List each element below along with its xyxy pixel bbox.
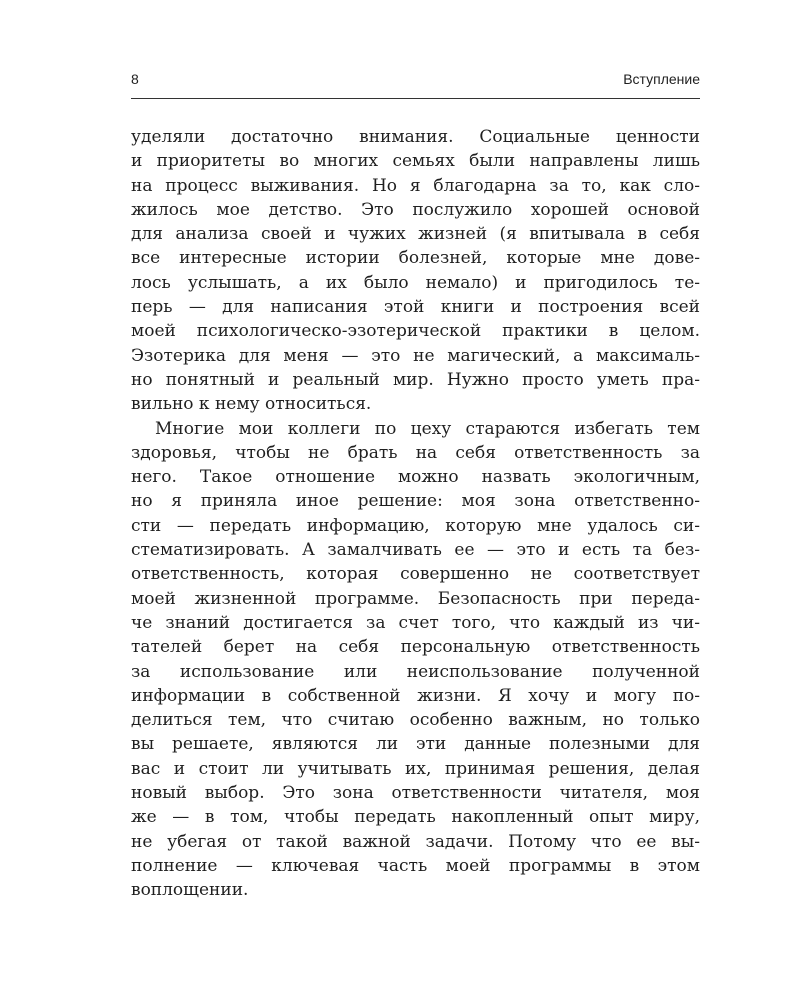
header-divider: [131, 98, 700, 99]
text-line: информации в собственной жизни. Я хочу и могу по-: [131, 685, 700, 706]
text-line: но я приняла иное решение: моя зона ответственно-: [131, 491, 700, 512]
text-line: все интересные истории болезней, которые мне дове-: [131, 248, 700, 269]
text-line: но понятный и реальный мир. Нужно просто уметь пра-: [131, 369, 700, 390]
paragraph-2: [131, 417, 700, 903]
text-line: него. Такое отношение можно назвать экологичным,: [131, 467, 700, 488]
text-line: на процесс выживания. Но я благодарна за то, как сло-: [131, 175, 700, 196]
text-line: моей жизненной программе. Безопасность при переда-: [131, 588, 700, 609]
text-line: Многие мои коллеги по цеху стараются избегать тем: [155, 418, 700, 439]
text-line: здоровья, чтобы не брать на себя ответственность за: [131, 442, 700, 463]
text-line: ответственность, которая совершенно не соответствует: [131, 564, 700, 585]
text-line: воплощении.: [131, 880, 249, 901]
text-line: вы решаете, являются ли эти данные полезными для: [131, 734, 700, 755]
running-header: [131, 70, 700, 88]
text-line: для анализа своей и чужих жизней (я впитывала в себя: [131, 224, 700, 245]
text-line: вильно к нему относиться.: [131, 394, 372, 415]
text-line: стематизировать. А замалчивать ее — это и есть та без-: [131, 540, 700, 561]
body-text: [131, 125, 700, 903]
text-line: че знаний достигается за счет того, что каждый из чи-: [131, 612, 700, 633]
text-line: жилось мое детство. Это послужило хорошей основой: [131, 199, 700, 220]
text-line: Эзотерика для меня — это не магический, а максималь-: [131, 345, 700, 366]
paragraph-1: [131, 125, 700, 417]
text-line: не убегая от такой важной задачи. Потому что ее вы-: [131, 831, 700, 852]
text-line: же — в том, чтобы передать накопленный опыт миру,: [131, 807, 700, 828]
chapter-title: Вступление: [623, 71, 700, 87]
text-line: лось услышать, а их было немало) и пригодилось те-: [131, 272, 700, 293]
text-line: сти — передать информацию, которую мне удалось си-: [131, 515, 700, 536]
text-line: уделяли достаточно внимания. Социальные ценности: [131, 127, 700, 147]
text-line: за использование или неиспользование полученной: [131, 661, 700, 682]
text-line: перь — для написания этой книги и построения всей: [131, 297, 700, 318]
text-line: и приоритеты во многих семьях были направлены лишь: [131, 151, 700, 172]
text-line: вас и стоит ли учитывать их, принимая решения, делая: [131, 758, 700, 779]
page-number: 8: [131, 71, 139, 87]
text-line: делиться тем, что считаю особенно важным, но только: [131, 710, 700, 731]
text-line: моей психологическо-эзотерической практики в целом.: [131, 321, 700, 342]
text-line: полнение — ключевая часть моей программы в этом: [131, 855, 700, 876]
text-line: новый выбор. Это зона ответственности читателя, моя: [131, 783, 700, 804]
text-line: тателей берет на себя персональную ответственность: [131, 637, 700, 658]
